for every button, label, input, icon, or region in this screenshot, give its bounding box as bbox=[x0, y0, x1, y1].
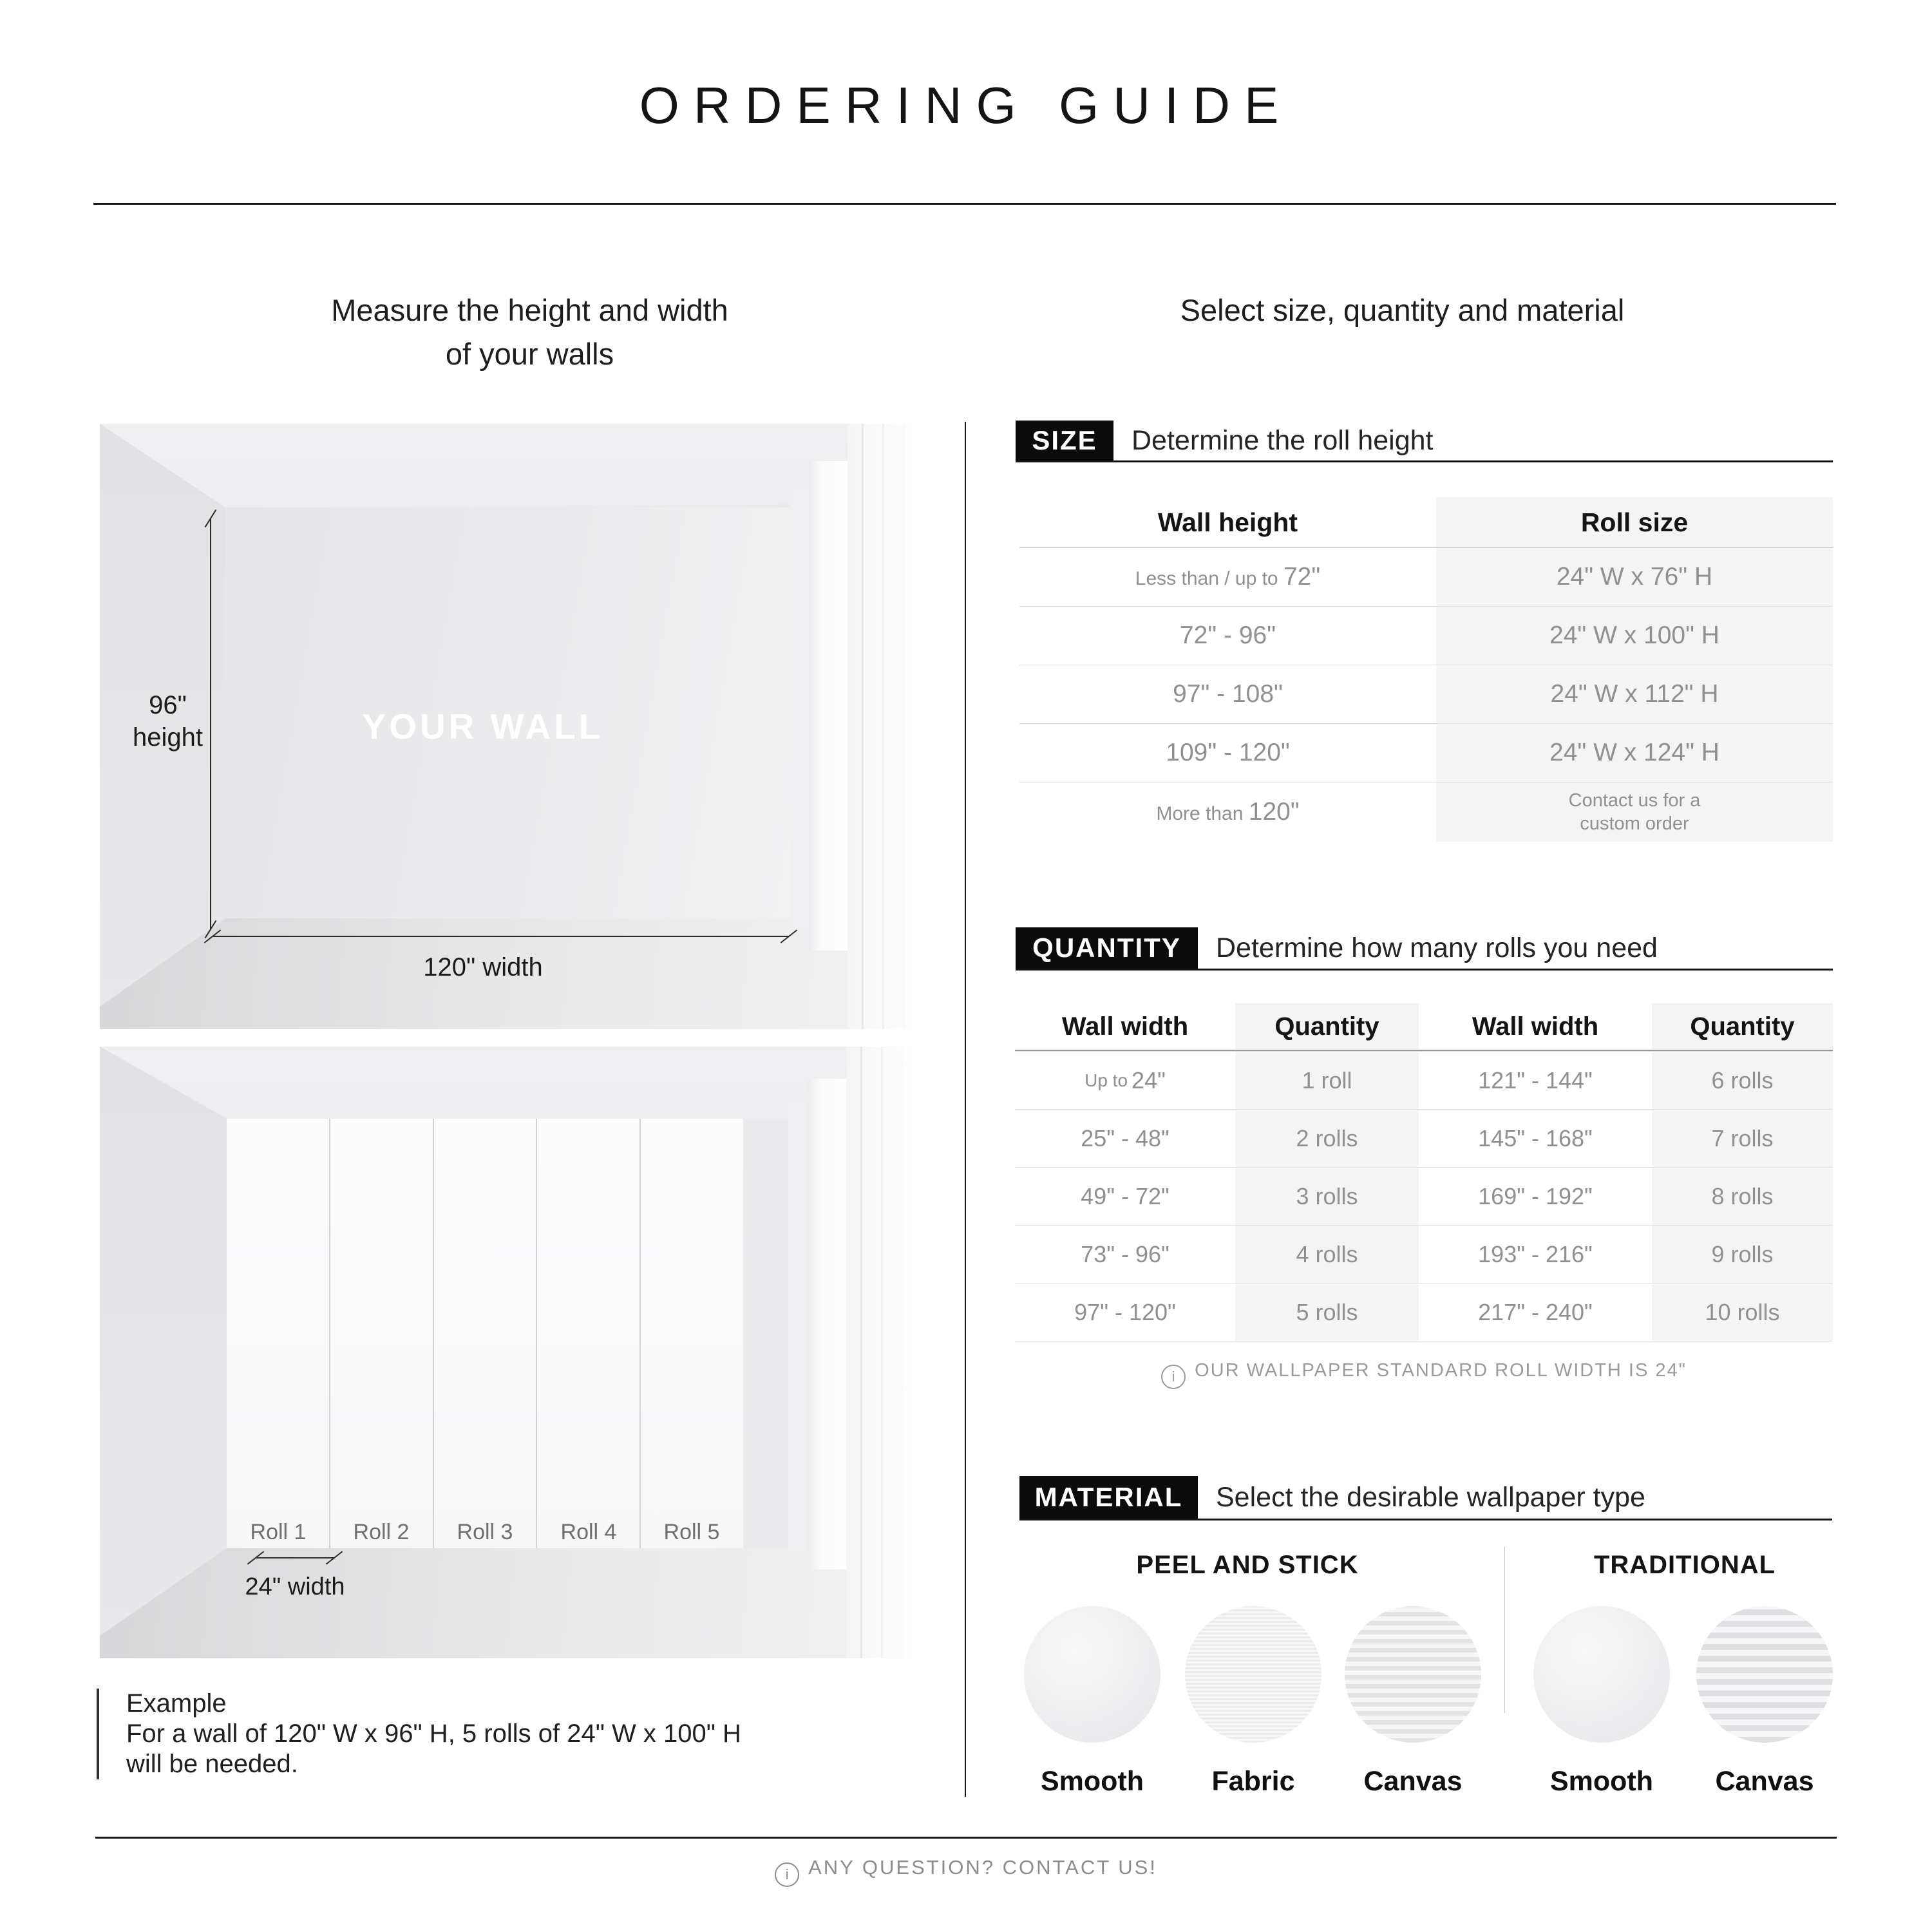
cell-value: 6 rolls bbox=[1711, 1066, 1774, 1094]
wall-height-cell bbox=[1019, 798, 1436, 826]
quantity-row bbox=[1015, 1283, 1833, 1341]
page-title: ORDERING GUIDE bbox=[639, 77, 1293, 134]
swatch-canvas-traditional bbox=[1696, 1606, 1833, 1743]
size-row bbox=[1019, 665, 1833, 723]
note-text: OUR WALLPAPER STANDARD ROLL WIDTH IS 24" bbox=[1195, 1360, 1687, 1381]
footer-contact bbox=[0, 1856, 1932, 1887]
peel-and-stick-label: PEEL AND STICK bbox=[1136, 1551, 1359, 1579]
cell-value: 121" - 144" bbox=[1478, 1066, 1593, 1094]
roll-size-cell bbox=[1436, 548, 1833, 606]
size-table-header bbox=[1019, 497, 1833, 547]
roll-width-note bbox=[1015, 1360, 1833, 1389]
cell-value: 8 rolls bbox=[1711, 1182, 1774, 1209]
quantity-rule bbox=[1016, 969, 1833, 971]
wall-width-cell bbox=[1419, 1052, 1652, 1109]
room1-window-pillar bbox=[809, 461, 848, 951]
wall-height-cell bbox=[1019, 680, 1436, 708]
your-wall-label: YOUR WALL bbox=[362, 706, 604, 746]
quantity-cell bbox=[1652, 1283, 1833, 1341]
quantity-row bbox=[1015, 1109, 1833, 1167]
roll-2-label: Roll 2 bbox=[353, 1520, 410, 1544]
roll-panel bbox=[434, 1119, 536, 1548]
room1-window bbox=[848, 424, 911, 1029]
wall-width-cell bbox=[1015, 1168, 1235, 1225]
size-row bbox=[1019, 606, 1833, 665]
cell-value: 24" W x 76" H bbox=[1556, 563, 1713, 591]
quantity-row bbox=[1015, 1167, 1833, 1225]
measure-heading-line2: of your walls bbox=[445, 337, 614, 372]
col-quantity: Quantity bbox=[1235, 1003, 1419, 1050]
roll-3-label: Roll 3 bbox=[457, 1520, 513, 1544]
quantity-cell bbox=[1652, 1226, 1833, 1283]
cell-value: 7 rolls bbox=[1711, 1124, 1774, 1151]
info-icon: i bbox=[775, 1862, 799, 1887]
room-illustration-measure bbox=[100, 424, 911, 1029]
cell-prefix: Up to bbox=[1084, 1070, 1128, 1090]
quantity-row bbox=[1015, 1225, 1833, 1283]
cell-value: 217" - 240" bbox=[1478, 1298, 1593, 1325]
quantity-cell bbox=[1235, 1110, 1419, 1167]
quantity-cell bbox=[1652, 1052, 1833, 1109]
cell-value: 24" W x 112" H bbox=[1550, 680, 1719, 708]
material-subtitle: Select the desirable wallpaper type bbox=[1216, 1481, 1645, 1513]
cell-value: 120" bbox=[1248, 798, 1300, 826]
cell-prefix: Less than / up to bbox=[1135, 568, 1283, 589]
width-dimension-line bbox=[213, 936, 789, 937]
quantity-badge: QUANTITY bbox=[1016, 927, 1198, 969]
cell-value: 24" bbox=[1132, 1066, 1166, 1094]
cell-value: 3 rolls bbox=[1296, 1182, 1358, 1209]
wall-width-cell bbox=[1015, 1226, 1235, 1283]
col-wall-width-2: Wall width bbox=[1472, 1012, 1599, 1041]
roll-panel bbox=[537, 1119, 639, 1548]
cell-value: 5 rolls bbox=[1296, 1298, 1358, 1325]
cell-value: 10 rolls bbox=[1705, 1298, 1780, 1325]
quantity-table-header bbox=[1015, 1003, 1833, 1051]
cell-value: 25" - 48" bbox=[1081, 1124, 1170, 1151]
cell-value: 145" - 168" bbox=[1478, 1124, 1593, 1151]
wall-width-cell bbox=[1015, 1110, 1235, 1167]
measure-heading-line1: Measure the height and width bbox=[331, 293, 728, 327]
wall-width-cell bbox=[1015, 1283, 1235, 1341]
size-row bbox=[1019, 547, 1833, 606]
cell-value: 97" - 120" bbox=[1074, 1298, 1176, 1325]
example-title: Example bbox=[126, 1689, 227, 1718]
cell-value: 24" W x 100" H bbox=[1549, 621, 1719, 649]
cell-value: 9 rolls bbox=[1711, 1240, 1774, 1267]
swatch-smooth-traditional bbox=[1533, 1606, 1670, 1743]
footer-contact-text: ANY QUESTION? CONTACT US! bbox=[808, 1856, 1157, 1879]
material-badge: MATERIAL bbox=[1019, 1476, 1198, 1519]
roll-size-cell bbox=[1436, 724, 1833, 782]
cell-line2: custom order bbox=[1580, 813, 1689, 834]
col-wall-height: Wall height bbox=[1157, 507, 1298, 537]
room2-window-pillar bbox=[808, 1079, 846, 1569]
cell-line1: Contact us for a bbox=[1568, 790, 1701, 811]
swatch-label-smooth: Smooth bbox=[1040, 1766, 1144, 1797]
quantity-cell bbox=[1235, 1283, 1419, 1341]
example-note bbox=[97, 1689, 951, 1779]
select-heading: Select size, quantity and material bbox=[1180, 293, 1625, 327]
quantity-subtitle: Determine how many rolls you need bbox=[1216, 932, 1658, 963]
cell-value: 4 rolls bbox=[1296, 1240, 1358, 1267]
room-illustration-rolls bbox=[100, 1046, 911, 1658]
quantity-row bbox=[1015, 1051, 1833, 1109]
wall-width-cell bbox=[1419, 1168, 1652, 1225]
wall-width-cell bbox=[1419, 1226, 1652, 1283]
roll-width-label: 24" width bbox=[245, 1573, 345, 1600]
size-subtitle: Determine the roll height bbox=[1132, 424, 1434, 456]
size-table bbox=[1019, 497, 1833, 842]
example-line2: For a wall of 120" W x 96" H, 5 rolls of 24" W x 100" H bbox=[126, 1719, 741, 1748]
size-row bbox=[1019, 782, 1833, 842]
info-icon: i bbox=[1161, 1365, 1186, 1389]
cell-value: 193" - 216" bbox=[1478, 1240, 1593, 1267]
quantity-cell bbox=[1652, 1110, 1833, 1167]
wall-width-cell bbox=[1419, 1110, 1652, 1167]
cell-value: 72" - 96" bbox=[1179, 621, 1276, 649]
col-quantity-2: Quantity bbox=[1652, 1003, 1833, 1050]
cell-value: 109" - 120" bbox=[1166, 739, 1290, 766]
swatch-fabric-peel bbox=[1185, 1606, 1321, 1743]
room2-floor bbox=[100, 1548, 911, 1658]
room2-window bbox=[846, 1046, 911, 1658]
roll-1-label: Roll 1 bbox=[250, 1520, 307, 1544]
cell-value: 49" - 72" bbox=[1081, 1182, 1170, 1209]
wall-height-cell bbox=[1019, 563, 1436, 591]
measure-heading bbox=[97, 289, 963, 376]
wall-width-cell bbox=[1015, 1052, 1235, 1109]
height-word: height bbox=[133, 723, 203, 752]
swatch-label-fabric: Fabric bbox=[1211, 1766, 1295, 1797]
title-divider bbox=[93, 203, 1836, 205]
column-divider bbox=[965, 422, 966, 1797]
col-roll-size: Roll size bbox=[1436, 497, 1833, 547]
traditional-label: TRADITIONAL bbox=[1593, 1551, 1776, 1579]
footer-divider bbox=[95, 1837, 1837, 1839]
window-light bbox=[846, 1046, 911, 1658]
roll-4-label: Roll 4 bbox=[560, 1520, 617, 1544]
quantity-cell bbox=[1235, 1168, 1419, 1225]
size-rule bbox=[1016, 460, 1833, 462]
col-wall-width: Wall width bbox=[1061, 1012, 1189, 1041]
swatch-smooth-peel bbox=[1024, 1606, 1160, 1743]
size-badge: SIZE bbox=[1016, 421, 1113, 460]
size-row bbox=[1019, 723, 1833, 782]
cell-prefix: More than bbox=[1156, 803, 1249, 824]
swatch-label-smooth-trad: Smooth bbox=[1549, 1766, 1654, 1797]
roll-panel bbox=[641, 1119, 743, 1548]
room1-side-wall bbox=[790, 485, 809, 929]
roll-5-label: Roll 5 bbox=[663, 1520, 720, 1544]
wall-width-cell bbox=[1419, 1283, 1652, 1341]
cell-value: 2 rolls bbox=[1296, 1124, 1358, 1151]
roll-width-dimension-line bbox=[256, 1557, 334, 1558]
cell-value: 24" W x 124" H bbox=[1549, 739, 1719, 766]
wall-height-cell bbox=[1019, 739, 1436, 767]
height-value: 96" bbox=[149, 691, 187, 719]
swatch-label-canvas-trad: Canvas bbox=[1715, 1766, 1814, 1797]
cell-value: 1 roll bbox=[1302, 1066, 1352, 1094]
swatch-canvas-peel bbox=[1345, 1606, 1481, 1743]
material-rule bbox=[1019, 1519, 1832, 1520]
quantity-table bbox=[1015, 1003, 1833, 1341]
cell-value: 169" - 192" bbox=[1478, 1182, 1593, 1209]
wall-height-cell bbox=[1019, 621, 1436, 650]
roll-panel bbox=[330, 1119, 433, 1548]
quantity-cell bbox=[1235, 1226, 1419, 1283]
cell-value: 97" - 108" bbox=[1173, 680, 1283, 708]
roll-size-cell bbox=[1436, 665, 1833, 723]
room2-side-wall bbox=[788, 1101, 808, 1552]
wallpaper-rolls bbox=[227, 1119, 743, 1548]
window-light bbox=[848, 424, 911, 1029]
height-label bbox=[105, 689, 231, 753]
roll-size-cell bbox=[1436, 782, 1833, 842]
cell-value: 73" - 96" bbox=[1081, 1240, 1170, 1267]
quantity-cell bbox=[1235, 1052, 1419, 1109]
material-group-divider bbox=[1504, 1547, 1505, 1713]
swatch-label-canvas: Canvas bbox=[1363, 1766, 1463, 1797]
roll-size-cell bbox=[1436, 607, 1833, 665]
quantity-cell bbox=[1652, 1168, 1833, 1225]
roll-panel bbox=[227, 1119, 329, 1548]
width-label: 120" width bbox=[423, 953, 543, 981]
example-line3: will be needed. bbox=[126, 1750, 298, 1778]
cell-value: 72" bbox=[1283, 563, 1321, 591]
